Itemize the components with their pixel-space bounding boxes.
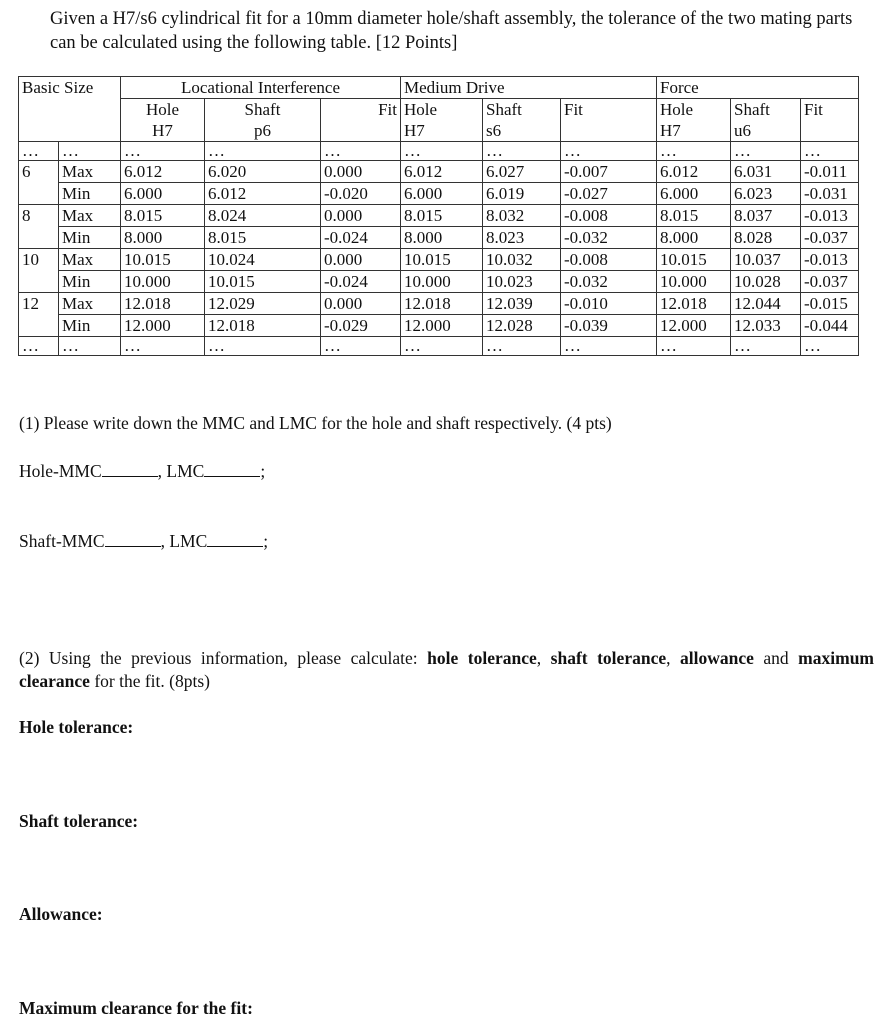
hole-mmc-line: Hole-MMC , LMC ; [19, 461, 266, 481]
ellipsis-cell: … [19, 337, 59, 356]
intro-text: Given a H7/s6 cylindrical fit for a 10mm diameter hole/shaft assembly, the tolerance of the two mating parts can be calculated using the following table. [12 Points] [50, 9, 853, 53]
ellipsis-cell: … [483, 142, 561, 161]
table-row [19, 249, 859, 271]
value-cell: -0.024 [321, 271, 401, 293]
value-cell: -0.029 [321, 315, 401, 337]
value-cell: 6.031 [731, 161, 801, 183]
value-cell: 10.023 [483, 271, 561, 293]
ellipsis-cell: … [321, 337, 401, 356]
value-cell: -0.013 [801, 205, 859, 227]
value-cell: 10.015 [205, 271, 321, 293]
header-row-2 [19, 99, 859, 142]
value-cell: -0.013 [801, 249, 859, 271]
value-cell: 10.037 [731, 249, 801, 271]
header-row-1 [19, 77, 859, 99]
ellipsis-cell: … [731, 337, 801, 356]
value-cell: 12.000 [657, 315, 731, 337]
value-cell: -0.032 [561, 227, 657, 249]
size-cell: 10 [19, 249, 59, 271]
value-cell: 12.029 [205, 293, 321, 315]
value-cell: 0.000 [321, 205, 401, 227]
hole-mmc-blank[interactable] [102, 460, 158, 477]
hole-header: Hole H7 [401, 99, 483, 142]
ellipsis-cell: … [801, 142, 859, 161]
fit-header: Fit [561, 99, 657, 142]
limit-cell: Min [59, 271, 121, 293]
table-row [19, 293, 859, 315]
value-cell: 12.028 [483, 315, 561, 337]
ellipsis-cell: … [121, 142, 205, 161]
size-cell [19, 183, 59, 205]
fit-header: Fit [801, 99, 859, 142]
basic-size-header: Basic Size [19, 77, 121, 99]
value-cell: 10.000 [401, 271, 483, 293]
fit-header: Fit [321, 99, 401, 142]
size-cell [19, 271, 59, 293]
value-cell: -0.024 [321, 227, 401, 249]
value-cell: 8.015 [205, 227, 321, 249]
group-header-force: Force [657, 77, 859, 99]
hole-header: Hole H7 [657, 99, 731, 142]
value-cell: 10.015 [121, 249, 205, 271]
value-cell: 8.023 [483, 227, 561, 249]
value-cell: -0.032 [561, 271, 657, 293]
max-clearance-label: Maximum clearance for the fit: [19, 998, 253, 1018]
value-cell: 12.039 [483, 293, 561, 315]
ellipsis-cell: … [59, 337, 121, 356]
value-cell: 8.015 [657, 205, 731, 227]
value-cell: 6.000 [401, 183, 483, 205]
value-cell: 10.032 [483, 249, 561, 271]
value-cell: 10.024 [205, 249, 321, 271]
value-cell: 12.000 [401, 315, 483, 337]
value-cell: -0.007 [561, 161, 657, 183]
ellipsis-cell: … [321, 142, 401, 161]
size-cell [19, 315, 59, 337]
value-cell: 10.000 [657, 271, 731, 293]
size-cell: 8 [19, 205, 59, 227]
table-row [19, 227, 859, 249]
table-row [19, 205, 859, 227]
value-cell: -0.011 [801, 161, 859, 183]
limit-cell: Min [59, 315, 121, 337]
value-cell: -0.008 [561, 249, 657, 271]
group-header-medium-drive: Medium Drive [401, 77, 657, 99]
value-cell: 6.012 [121, 161, 205, 183]
limit-cell: Max [59, 249, 121, 271]
ellipsis-cell: … [121, 337, 205, 356]
value-cell: 6.027 [483, 161, 561, 183]
hole-lmc-blank[interactable] [204, 460, 260, 477]
ellipsis-row [19, 142, 859, 161]
value-cell: -0.037 [801, 227, 859, 249]
table-row [19, 161, 859, 183]
hole-tolerance-label: Hole tolerance: [19, 717, 134, 737]
fit-table [18, 76, 859, 356]
value-cell: 10.015 [657, 249, 731, 271]
ellipsis-cell: … [483, 337, 561, 356]
ellipsis-cell: … [657, 142, 731, 161]
ellipsis-cell: … [731, 142, 801, 161]
table-body [19, 77, 859, 356]
value-cell: 8.015 [401, 205, 483, 227]
value-cell: -0.015 [801, 293, 859, 315]
value-cell: 12.018 [121, 293, 205, 315]
value-cell: 6.012 [205, 183, 321, 205]
value-cell: 8.000 [657, 227, 731, 249]
value-cell: 12.033 [731, 315, 801, 337]
value-cell: -0.044 [801, 315, 859, 337]
limit-cell: Min [59, 227, 121, 249]
table-row [19, 315, 859, 337]
value-cell: 6.012 [401, 161, 483, 183]
table-row [19, 183, 859, 205]
ellipsis-cell: … [205, 337, 321, 356]
value-cell: -0.020 [321, 183, 401, 205]
value-cell: 6.000 [121, 183, 205, 205]
value-cell: -0.027 [561, 183, 657, 205]
value-cell: 6.000 [657, 183, 731, 205]
value-cell: 0.000 [321, 161, 401, 183]
ellipsis-cell: … [205, 142, 321, 161]
value-cell: 10.015 [401, 249, 483, 271]
value-cell: -0.039 [561, 315, 657, 337]
value-cell: -0.031 [801, 183, 859, 205]
value-cell: 8.000 [121, 227, 205, 249]
group-header-locational: Locational Interference [121, 77, 401, 99]
value-cell: 0.000 [321, 293, 401, 315]
value-cell: 0.000 [321, 249, 401, 271]
value-cell: 8.028 [731, 227, 801, 249]
value-cell: 8.037 [731, 205, 801, 227]
value-cell: 8.024 [205, 205, 321, 227]
value-cell: -0.010 [561, 293, 657, 315]
value-cell: 12.018 [657, 293, 731, 315]
ellipsis-cell: … [801, 337, 859, 356]
value-cell: 10.000 [121, 271, 205, 293]
shaft-mmc-blank[interactable] [105, 530, 161, 547]
ellipsis-cell: … [561, 142, 657, 161]
allowance-label: Allowance: [19, 904, 103, 924]
ellipsis-cell: … [401, 142, 483, 161]
ellipsis-cell: … [561, 337, 657, 356]
value-cell: 12.044 [731, 293, 801, 315]
limit-cell: Max [59, 161, 121, 183]
hole-header: Hole H7 [121, 99, 205, 142]
shaft-tolerance-label: Shaft tolerance: [19, 811, 139, 831]
value-cell: 6.012 [657, 161, 731, 183]
value-cell: -0.037 [801, 271, 859, 293]
value-cell: 6.020 [205, 161, 321, 183]
limit-cell: Max [59, 205, 121, 227]
shaft-lmc-blank[interactable] [207, 530, 263, 547]
shaft-header: Shaft s6 [483, 99, 561, 142]
size-cell: 12 [19, 293, 59, 315]
value-cell: 6.023 [731, 183, 801, 205]
question-2: (2) Using the previous information, please calculate: hole tolerance, shaft tolerance, allowance and maximum clearance for the fit. (8pts) [19, 648, 874, 691]
table-row [19, 271, 859, 293]
value-cell: 12.018 [205, 315, 321, 337]
value-cell: 10.028 [731, 271, 801, 293]
size-cell [19, 227, 59, 249]
value-cell: 8.032 [483, 205, 561, 227]
limit-cell: Max [59, 293, 121, 315]
ellipsis-cell: … [657, 337, 731, 356]
limit-cell: Min [59, 183, 121, 205]
value-cell: 8.000 [401, 227, 483, 249]
value-cell: -0.008 [561, 205, 657, 227]
ellipsis-row [19, 337, 859, 356]
ellipsis-cell: … [19, 142, 59, 161]
value-cell: 12.018 [401, 293, 483, 315]
question-1: (1) Please write down the MMC and LMC for the hole and shaft respectively. (4 pts) [19, 413, 612, 433]
value-cell: 12.000 [121, 315, 205, 337]
shaft-header: Shaft p6 [205, 99, 321, 142]
ellipsis-cell: … [59, 142, 121, 161]
shaft-header: Shaft u6 [731, 99, 801, 142]
value-cell: 6.019 [483, 183, 561, 205]
value-cell: 8.015 [121, 205, 205, 227]
size-cell: 6 [19, 161, 59, 183]
shaft-mmc-line: Shaft-MMC , LMC ; [19, 531, 269, 551]
ellipsis-cell: … [401, 337, 483, 356]
